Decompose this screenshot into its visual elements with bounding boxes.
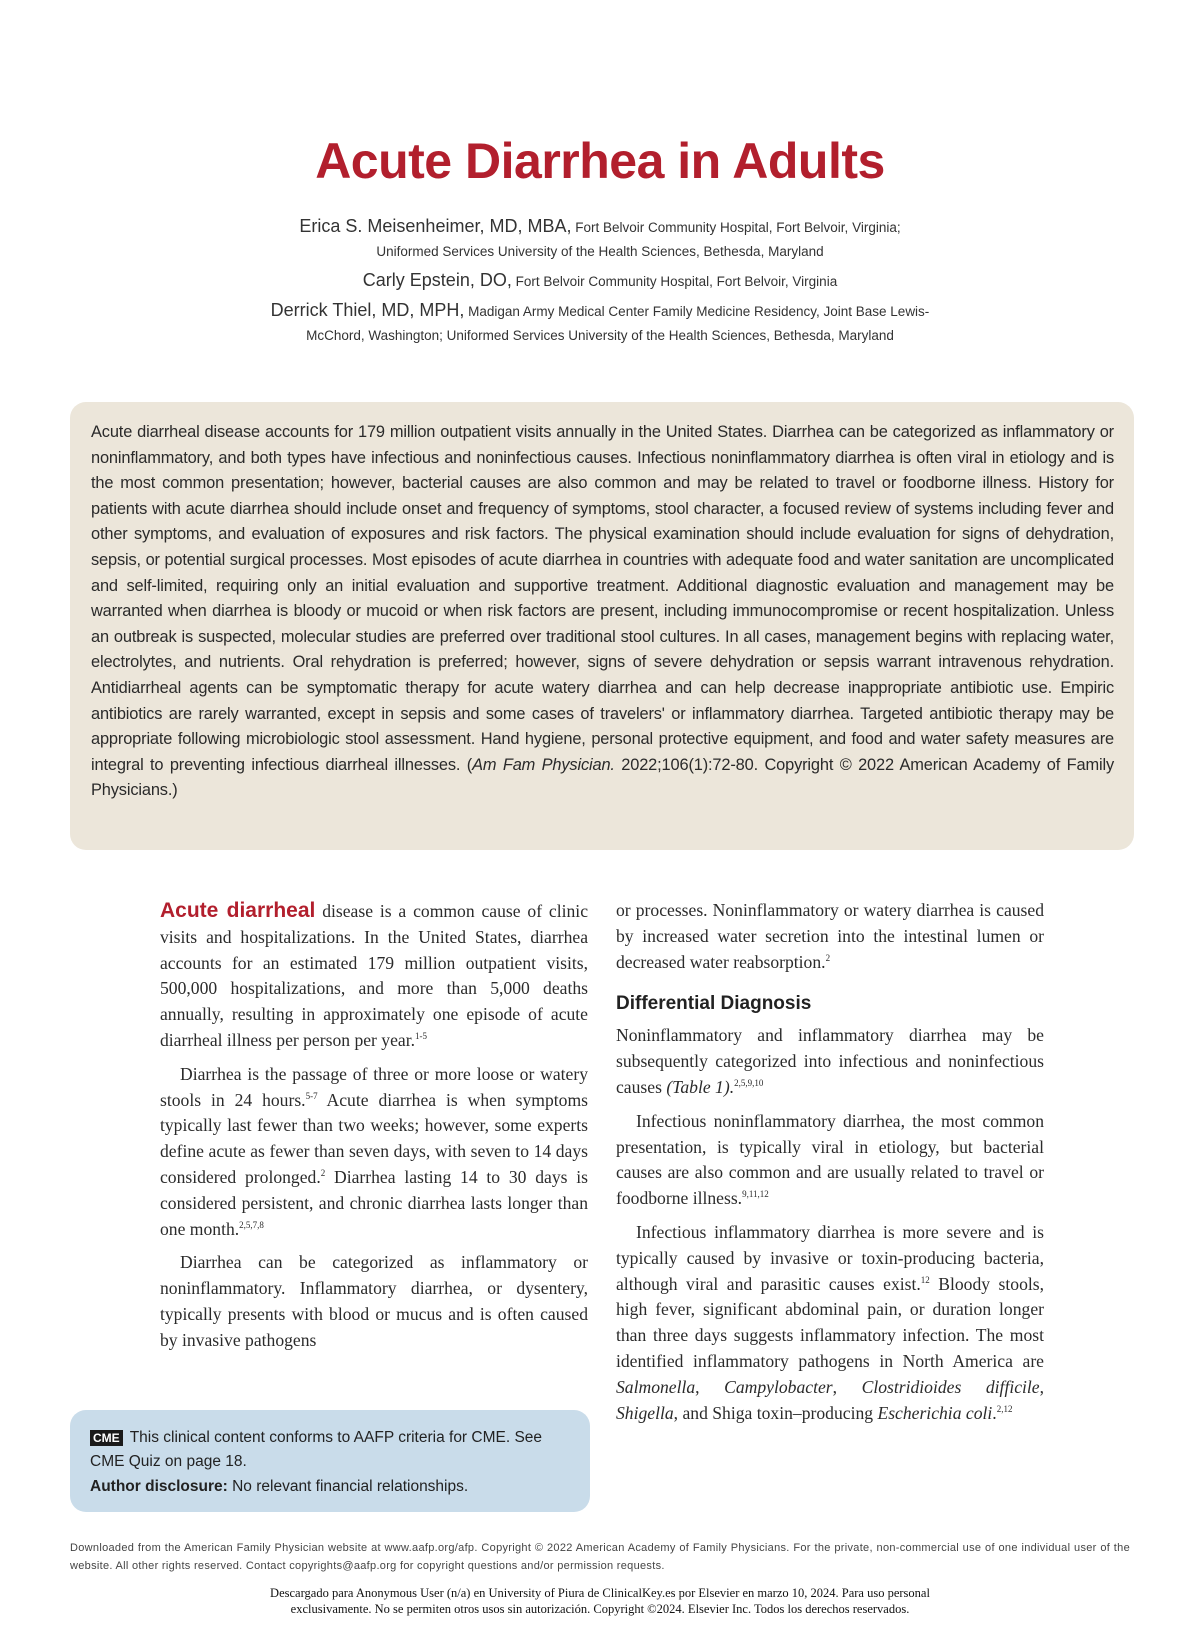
species-name: Shigella	[616, 1402, 674, 1423]
article-title: Acute Diarrhea in Adults	[315, 133, 885, 189]
author-block	[60, 212, 1140, 350]
abstract-text: Acute diarrheal disease accounts for 179 million outpatient visits annually in the United States. Diarrhea can be categorized as inflammatory or noninflammatory, and both types have infectious and noninfectious causes. Infectious noninflammatory diarrhea is often viral in etiology and is the most common presentation; however, bacterial causes are also common and may be related to travel or foodborne illness. History for patients with acute diarrhea should include onset and frequency of symptoms, stool character, a focused review of systems including fever and other symptoms, and evaluation of exposures and risk factors. The physical examination should include evaluation for signs of dehydration, sepsis, or potential surgical processes. Most episodes of acute diarrhea in countries with adequate food and water sanitation are uncomplicated and self-limited, requiring only an initial evaluation and supportive treatment. Additional diagnostic evaluation and management may be warranted when diarrhea is bloody or mucoid or when risk factors are present, including immunocompromise or recent hospitalization. Unless an outbreak is suspected, molecular studies are preferred over traditional stool cultures. In all cases, management begins with replacing water, electrolytes, and nutrients. Oral rehydration is preferred; however, signs of severe dehydration or sepsis warrant intravenous rehydration. Antidiarrheal agents can be symptomatic therapy for acute watery diarrhea and can help decrease inappropriate antibiotic use. Empiric antibiotics are rarely warranted, except in sepsis and some cases of travelers' or inflammatory diarrhea. Targeted antibiotic therapy may be appropriate following microbiologic stool assessment. Hand hygiene, personal protective equipment, and food and water safety measures are integral to preventing infectious diarrheal illnesses. (	[91, 423, 1114, 774]
cme-box	[70, 1410, 590, 1512]
reference[interactable]: 9,11,12	[742, 1189, 769, 1200]
paragraph-text: Infectious inflammatory diarrhea is more severe and is typically caused by invasive or toxin-producing bacteria, although viral and parasitic causes exist.	[616, 1221, 1044, 1294]
section-heading: Differential Diagnosis	[616, 993, 812, 1015]
author-1-affiliation-cont: Uniformed Services University of the Health Sciences, Bethesda, Maryland	[376, 244, 824, 259]
author-name: Erica S. Meisenheimer, MD, MBA,	[299, 216, 572, 236]
paragraph-text: or processes. Noninflammatory or watery diarrhea is caused by increased water secretion into the intestinal lumen or decreased water reabsorption.	[616, 900, 1044, 972]
reference[interactable]: 2,5,7,8	[239, 1219, 264, 1230]
reference[interactable]: 2,5,9,10	[734, 1078, 764, 1089]
author-name: Carly Epstein, DO,	[362, 270, 512, 290]
author-disclosure	[90, 1475, 570, 1498]
cme-statement	[90, 1426, 570, 1473]
cme-text: This clinical content conforms to AAFP criteria for CME. See CME Quiz on page 18.	[90, 1429, 543, 1470]
separator: ,	[1039, 1376, 1045, 1397]
author-3-affiliation-cont: McChord, Washington; Uniformed Services University of the Health Sciences, Bethesda, Maryland	[306, 328, 894, 343]
species-name: Campylobacter	[724, 1376, 833, 1397]
paragraph	[616, 1023, 1044, 1100]
cme-badge: CME	[90, 1430, 123, 1446]
paragraph-text: Bloody stools, high fever, significant abdominal pain, or duration longer than three days suggests inflammatory infection. The most identified inflammatory pathogens in North America are	[616, 1273, 1045, 1371]
disclosure-label: Author disclosure:	[90, 1478, 228, 1495]
body-column-left	[160, 898, 588, 1354]
paragraph-text: Diarrhea lasting 14 to 30 days is considered persistent, and chronic diarrhea lasts longer than one month.	[160, 1166, 588, 1239]
species-name: Salmonella	[616, 1376, 696, 1397]
reference[interactable]: 2	[825, 952, 831, 963]
paragraph	[616, 898, 1044, 975]
reference[interactable]: 12	[920, 1274, 930, 1285]
body-column-right	[616, 898, 1044, 1426]
species-name: Clostridioides difficile	[861, 1376, 1040, 1397]
citation: 2022;106(1):72-80. Copyright © 2022 American Academy of Family Physicians.)	[91, 755, 1114, 800]
table-link[interactable]: (Table 1).	[666, 1076, 735, 1097]
species-name: Escherichia coli	[877, 1402, 993, 1423]
paragraph-text: Diarrhea can be categorized as inflammatory or noninflammatory. Inflammatory diarrhea, or dysentery, typically presents with blood or mucus and is often caused by invasive pathogens	[160, 1252, 588, 1350]
paragraph	[616, 1109, 1044, 1212]
paragraph-text: Diarrhea is the passage of three or more loose or watery stools in 24 hours.	[160, 1063, 588, 1110]
paragraph-text: Acute diarrhea is when symptoms typically last fewer than two weeks; however, some experts define acute as fewer than seven days, with seven to 14 days considered prolonged.	[160, 1089, 588, 1187]
reference[interactable]: 5-7	[305, 1090, 318, 1101]
download-notice: Downloaded from the American Family Physician website at www.aafp.org/afp. Copyright © 2022 American Academy of Family Physicians. For the private, non-commercial use of one individual user of the website. All other rights reserved. Contact copyrights@aafp.org for copyright questions and/or permission requests.	[70, 1542, 1130, 1572]
reference[interactable]: 2	[320, 1168, 326, 1179]
paragraph-text: .	[992, 1402, 997, 1423]
author-affiliation: Fort Belvoir Community Hospital, Fort Belvoir, Virginia;	[575, 220, 901, 235]
paragraph-text: , and Shiga toxin–producing	[673, 1402, 878, 1423]
paragraph	[160, 1250, 588, 1353]
paragraph-text: Infectious noninflammatory diarrhea, the most common presentation, is typically viral in etiology, but bacterial causes are also common and are usually related to travel or foodborne illness.	[616, 1110, 1044, 1209]
abstract-box	[70, 402, 1134, 850]
reference[interactable]: 2,12	[996, 1403, 1013, 1414]
lead-in: Acute diarrheal	[160, 899, 316, 922]
access-notice-line: Descargado para Anonymous User (n/a) en University of Piura de ClinicalKey.es por Elsevier en marzo 10, 2024. Para uso personal	[270, 1586, 930, 1600]
author-affiliation: Fort Belvoir Community Hospital, Fort Belvoir, Virginia	[515, 274, 838, 289]
paragraph	[160, 898, 588, 1054]
author-affiliation: Madigan Army Medical Center Family Medicine Residency, Joint Base Lewis-	[468, 304, 930, 319]
paragraph	[160, 1062, 588, 1243]
separator: ,	[695, 1376, 725, 1397]
separator: ,	[832, 1376, 862, 1397]
disclosure-text: No relevant financial relationships.	[227, 1478, 469, 1495]
author-2	[60, 266, 1140, 296]
author-name: Derrick Thiel, MD, MPH,	[270, 300, 465, 320]
access-notice	[0, 1585, 1200, 1617]
reference[interactable]: 1-5	[415, 1031, 428, 1042]
access-notice-line: exclusivamente. No se permiten otros usos sin autorización. Copyright ©2024. Elsevier Inc. Todos los derechos reservados.	[290, 1602, 910, 1616]
journal-name: Am Fam Physician.	[472, 755, 615, 774]
paragraph-text: Noninflammatory and inflammatory diarrhea may be subsequently categorized into infectious and noninfectious causes	[616, 1025, 1044, 1097]
paragraph	[616, 1220, 1044, 1426]
paragraph-text: disease is a common cause of clinic visits and hospitalizations. In the United States, diarrhea accounts for an estimated 179 million outpatient visits, 500,000 hospitalizations, and more than 5,000 deaths annually, resulting in approximately one episode of acute diarrheal illness per person per year.	[160, 901, 589, 1050]
